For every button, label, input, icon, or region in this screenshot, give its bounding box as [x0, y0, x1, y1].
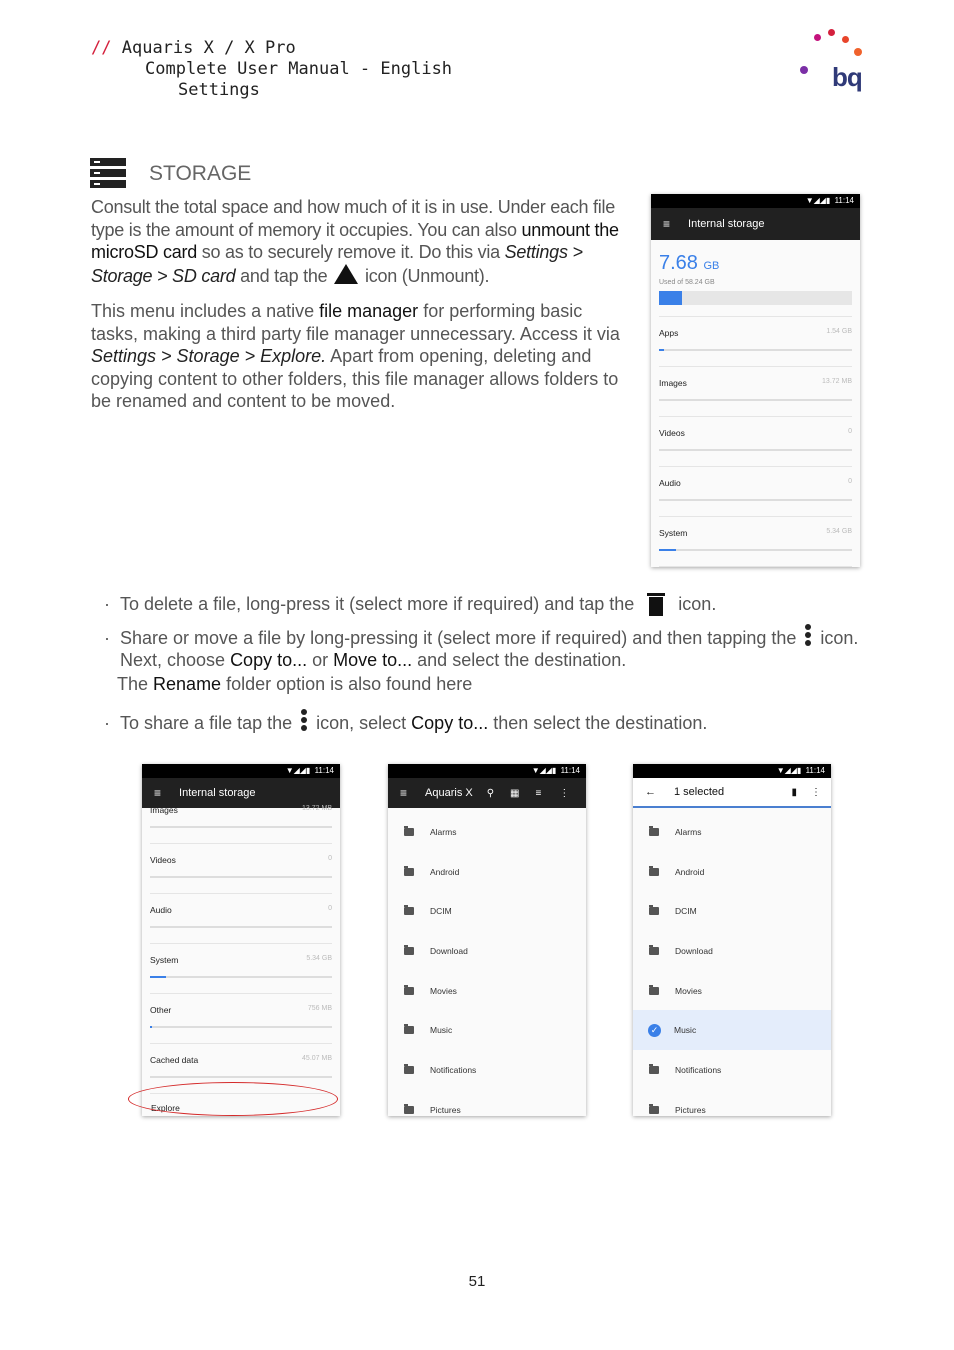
folder-item[interactable] — [633, 1050, 831, 1090]
back-arrow-icon[interactable]: ← — [645, 786, 656, 798]
page-number: 51 — [468, 1273, 486, 1290]
storage-row[interactable] — [659, 317, 852, 367]
storage-row-bar — [659, 349, 852, 351]
storage-row-name: Images — [659, 378, 687, 388]
folder-item[interactable] — [633, 891, 831, 931]
storage-row[interactable] — [150, 944, 332, 994]
storage-row-size: 5.34 GB — [826, 528, 852, 535]
storage-row-name: Cached data — [150, 1055, 199, 1065]
delete-icon[interactable]: ▮ — [791, 786, 797, 798]
folder-item[interactable] — [388, 852, 586, 892]
storage-row-bar — [150, 926, 332, 928]
selection-bar — [633, 778, 831, 808]
app-bar-title: Internal storage — [179, 787, 256, 799]
storage-row-name: Audio — [150, 905, 172, 915]
folder-icon — [404, 1066, 414, 1074]
folder-name: Download — [675, 945, 713, 956]
folder-icon — [404, 1026, 414, 1034]
storage-row-name: System — [150, 955, 179, 965]
more-options-icon — [301, 709, 307, 733]
storage-screenshot — [651, 194, 860, 567]
folder-name: Movies — [430, 985, 457, 996]
folder-name: Alarms — [675, 826, 702, 837]
storage-row-size: 0 — [328, 905, 332, 912]
folder-name: Notifications — [675, 1064, 722, 1075]
storage-row-size: 756 MB — [307, 1005, 332, 1012]
file-manager-paragraph: This menu includes a native file manager for performing basic tasks, making a third party file manager unnecessary. Access it via Settings > Storage > Explore. Apart from opening, deleting and copying content to other folders, this file manager allows folders to be renamed and content to be moved. — [91, 301, 620, 411]
storage-row[interactable] — [659, 367, 852, 417]
menu-icon[interactable]: ≡ — [663, 217, 671, 231]
total-used: 7.68 GB — [659, 252, 720, 274]
storage-explore-screenshot — [142, 764, 340, 1116]
bullet-share-move: · Share or move a file by long-pressing it (select more if required) and then tapping the icon. Next, choose Copy to... or Move to... and select the destination. — [104, 624, 884, 671]
folder-icon — [649, 947, 659, 955]
menu-icon[interactable]: ≡ — [154, 786, 162, 800]
status-bar: ▼◢◢▮ 11:14 — [388, 764, 586, 778]
storage-row[interactable] — [150, 994, 332, 1044]
sort-icon[interactable]: ≡ — [535, 787, 542, 799]
storage-row-name: Apps — [659, 328, 679, 338]
folder-name: Pictures — [430, 1104, 461, 1115]
folder-icon — [404, 868, 414, 876]
storage-row-bar — [659, 499, 852, 501]
folder-item[interactable] — [633, 1010, 831, 1050]
folder-name: Android — [675, 866, 705, 877]
storage-row-size: 1.54 GB — [826, 328, 852, 335]
folder-icon — [404, 987, 414, 995]
folder-icon — [649, 828, 659, 836]
storage-summary — [659, 240, 852, 317]
storage-row-bar — [150, 1026, 332, 1028]
folder-name: DCIM — [430, 906, 452, 917]
folder-icon — [649, 1106, 659, 1114]
menu-icon[interactable]: ≡ — [400, 786, 408, 800]
usage-bar — [659, 291, 852, 305]
folder-item[interactable] — [388, 1010, 586, 1050]
storage-row-size: 0 — [848, 478, 852, 485]
used-of-label: Used of 58.24 GB — [659, 279, 715, 286]
rename-note: The Rename folder option is also found here — [117, 674, 473, 694]
storage-row-size: 13.72 MB — [822, 378, 852, 385]
storage-row[interactable] — [659, 467, 852, 517]
status-bar: ▼◢◢▮ 11:14 — [633, 764, 831, 778]
doc-title-line1: // Aquaris X / X Pro — [91, 38, 296, 58]
eject-icon — [334, 264, 358, 284]
folder-name: Android — [430, 866, 460, 877]
storage-row[interactable] — [150, 794, 332, 844]
folder-name: Alarms — [430, 826, 457, 837]
section-title: STORAGE — [149, 162, 252, 185]
file-manager-screenshot — [388, 764, 586, 1116]
more-options-icon[interactable]: ⋮ — [559, 787, 570, 799]
storage-row-bar — [150, 976, 332, 978]
storage-row-name: Images — [150, 805, 178, 815]
storage-row-name: Audio — [659, 478, 681, 488]
storage-row[interactable] — [150, 844, 332, 894]
storage-icon — [90, 158, 126, 189]
folder-item[interactable] — [633, 1090, 831, 1116]
folder-name: Download — [430, 945, 468, 956]
folder-name: Music — [674, 1025, 697, 1036]
doc-title-line3: Settings — [178, 80, 260, 100]
storage-row-bar — [659, 549, 852, 551]
folder-icon — [649, 1066, 659, 1074]
intro-paragraph: Consult the total space and how much of it is in use. Under each file type is the amount of memory it occupies. You can also unmount the microSD card so as to securely remove it. Do this via Settings > Storage > SD card and tap the icon (Unmount). — [91, 197, 619, 286]
delete-icon — [647, 592, 665, 616]
storage-row-bar — [659, 399, 852, 401]
grid-view-icon[interactable]: ▦ — [510, 787, 520, 799]
storage-row-size: 13.72 MB — [302, 805, 332, 812]
folder-item[interactable] — [633, 931, 831, 971]
folder-item[interactable] — [388, 971, 586, 1011]
folder-icon — [404, 1106, 414, 1114]
status-bar: ▼◢◢▮ 11:14 — [142, 764, 340, 778]
storage-row-bar — [150, 876, 332, 878]
storage-row[interactable] — [659, 517, 852, 567]
storage-row-name: System — [659, 528, 688, 538]
storage-row-bar — [150, 1076, 332, 1078]
folder-icon — [404, 947, 414, 955]
storage-row-bar — [659, 449, 852, 451]
folder-item[interactable] — [633, 971, 831, 1011]
storage-row-size: 45.07 MB — [302, 1055, 332, 1062]
bullet-share: · To share a file tap the icon, select Copy to... then select the destination. — [104, 709, 884, 734]
folder-icon — [649, 907, 659, 915]
status-bar: ▼◢◢▮ 11:14 — [651, 194, 860, 208]
folder-icon — [404, 907, 414, 915]
folder-item[interactable] — [388, 812, 586, 852]
app-bar — [388, 778, 586, 808]
folder-icon — [649, 868, 659, 876]
folder-name: DCIM — [675, 906, 697, 917]
storage-row-name: Other — [150, 1005, 172, 1015]
folder-item[interactable] — [388, 1050, 586, 1090]
folder-item[interactable] — [388, 1090, 586, 1116]
storage-row-size: 0 — [328, 855, 332, 862]
folder-item[interactable] — [388, 931, 586, 971]
folder-name: Movies — [675, 985, 702, 996]
bullet-delete: · To delete a file, long-press it (select more if required) and tap the icon. — [104, 594, 717, 614]
folder-icon — [649, 987, 659, 995]
file-selected-screenshot — [633, 764, 831, 1116]
folder-name: Pictures — [675, 1104, 706, 1115]
more-options-icon[interactable]: ⋮ — [811, 786, 821, 798]
storage-row-bar — [150, 826, 332, 828]
check-icon: ✓ — [648, 1024, 661, 1037]
doc-title-line2: Complete User Manual - English — [145, 59, 453, 79]
storage-row-name: Videos — [659, 428, 685, 438]
storage-row[interactable] — [659, 417, 852, 467]
highlight-ellipse — [128, 1082, 338, 1116]
selection-count: 1 selected — [674, 786, 725, 798]
storage-row[interactable] — [150, 894, 332, 944]
more-options-icon — [805, 624, 811, 648]
folder-icon — [404, 828, 414, 836]
folder-item[interactable] — [388, 891, 586, 931]
app-bar-title: Internal storage — [688, 218, 765, 230]
app-bar — [651, 208, 860, 240]
bq-logo: bq — [796, 26, 866, 96]
app-bar-title: Aquaris X — [425, 787, 473, 799]
storage-row-size: 0 — [848, 428, 852, 435]
search-icon[interactable]: ⚲ — [486, 787, 495, 799]
storage-row-size: 5.34 GB — [306, 955, 332, 962]
folder-name: Notifications — [430, 1064, 477, 1075]
folder-item[interactable] — [633, 852, 831, 892]
folder-name: Music — [430, 1025, 453, 1036]
storage-row-name: Videos — [150, 855, 176, 865]
folder-item[interactable] — [633, 812, 831, 852]
explore-item[interactable]: Explore — [151, 1103, 180, 1113]
